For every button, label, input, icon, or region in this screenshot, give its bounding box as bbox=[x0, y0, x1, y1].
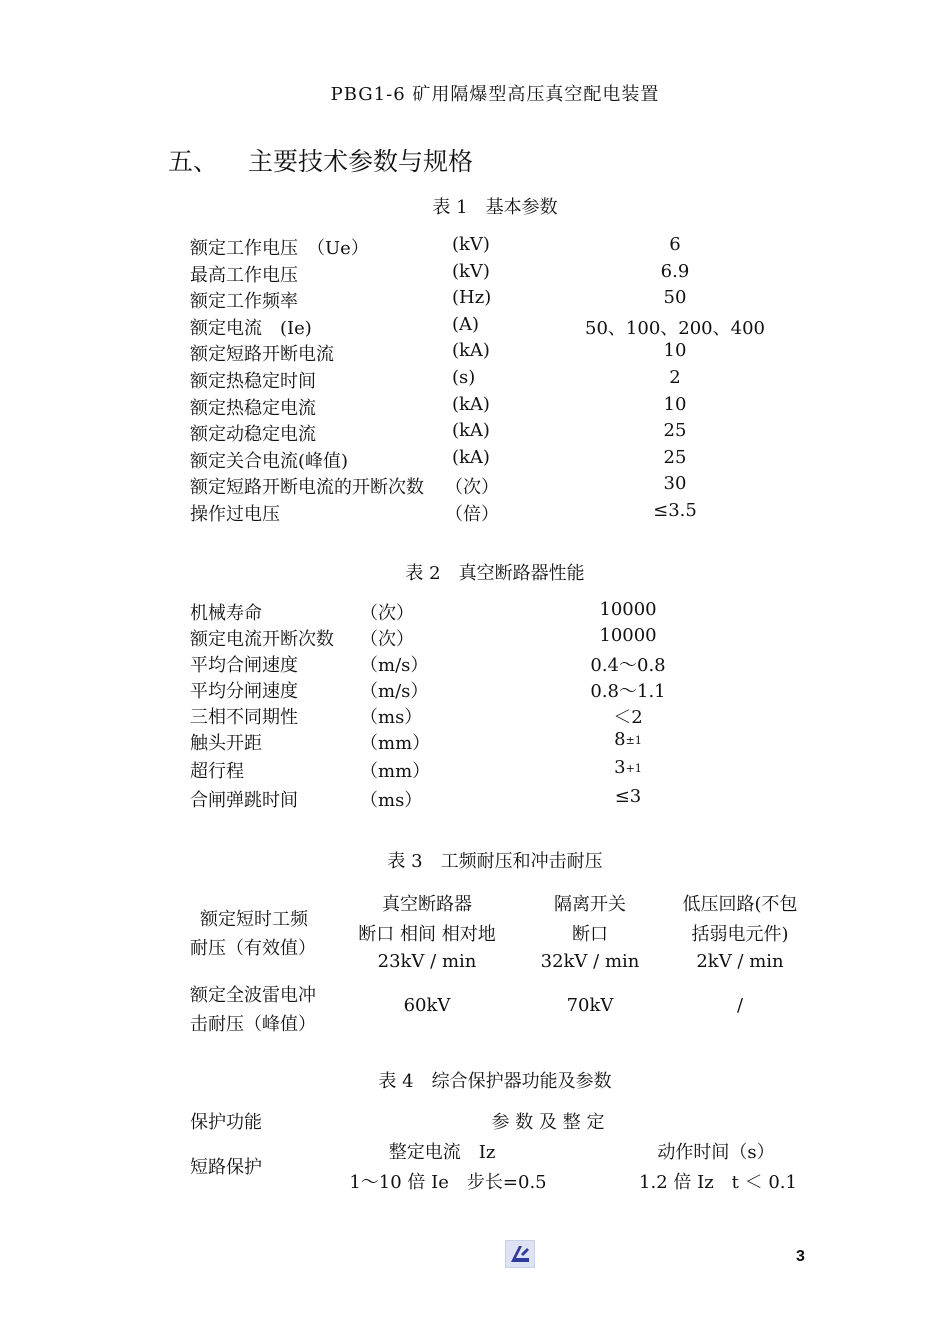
table1-row bbox=[0, 314, 950, 340]
table1-param-unit: (s) bbox=[452, 367, 476, 388]
table1-param-unit: (kA) bbox=[452, 446, 490, 468]
table1-param-name: 额定动稳定电流 bbox=[190, 424, 316, 446]
t3-col2-head-line2: 断口 bbox=[572, 924, 608, 945]
table1-param-name: 额定工作电压 （Ue） bbox=[190, 238, 369, 259]
table1-param-value: 6 bbox=[669, 234, 681, 255]
table1-row bbox=[0, 287, 950, 313]
t3-col1-head-line1: 真空断路器 bbox=[382, 894, 472, 915]
t4-row-current: 1～10 倍 Ie 步长=0.5 bbox=[349, 1172, 547, 1193]
table2-param-name: 合闸弹跳时间 bbox=[190, 790, 298, 811]
table1-param-value: 50 bbox=[663, 287, 687, 309]
t4-head-function: 保护功能 bbox=[190, 1112, 262, 1133]
table2-value-text: 10000 bbox=[599, 625, 657, 646]
table2-tolerance: ±1 bbox=[625, 734, 642, 747]
t3-row2-value-1: 60kV bbox=[403, 995, 451, 1016]
table2-param-name: 触头开距 bbox=[190, 733, 262, 754]
table1-param-value: 50、100、200、400 bbox=[585, 317, 765, 339]
table2-param-name: 额定电流开断次数 bbox=[190, 629, 334, 650]
table1-param-value: 25 bbox=[663, 446, 687, 468]
table1-row bbox=[0, 261, 950, 287]
table1-param-unit: (Hz) bbox=[452, 287, 492, 309]
table2-param-name: 平均分闸速度 bbox=[190, 681, 298, 702]
table2-param-value bbox=[614, 757, 642, 778]
table2-value-text: ≤3 bbox=[614, 786, 642, 807]
table2-row bbox=[0, 703, 950, 729]
t3-row1-value-2: 32kV / min bbox=[540, 951, 640, 972]
t3-col3-head-line1: 低压回路(不包 bbox=[682, 894, 798, 915]
table2-value-text: 10000 bbox=[599, 599, 657, 620]
table2-param-unit: （m/s） bbox=[360, 681, 429, 702]
table1-caption: 表 1 基本参数 bbox=[432, 197, 558, 218]
table1-param-value: ≤3.5 bbox=[653, 500, 697, 521]
table2-row bbox=[0, 677, 950, 703]
t4-row-time: 1.2 倍 Iz t ＜ 0.1 bbox=[639, 1172, 797, 1193]
table2-value-text: ＜2 bbox=[613, 707, 643, 728]
table1-param-unit: (kA) bbox=[452, 340, 490, 362]
t3-row2-label-line1: 额定全波雷电冲 bbox=[190, 985, 316, 1006]
t4-row-name: 短路保护 bbox=[190, 1157, 262, 1178]
document-header: PBG1-6 矿用隔爆型高压真空配电装置 bbox=[330, 84, 660, 105]
table2-tolerance: +1 bbox=[625, 762, 642, 775]
t3-row1-label-line2: 耐压（有效值） bbox=[190, 938, 316, 959]
table1-row bbox=[0, 340, 950, 366]
table1-param-name: 额定工作频率 bbox=[190, 291, 298, 313]
t3-row1-value-1: 23kV / min bbox=[377, 951, 477, 972]
t3-row2-value-2: 70kV bbox=[566, 995, 614, 1016]
table2-param-unit: （ms） bbox=[360, 707, 423, 728]
table1-param-value: 25 bbox=[663, 420, 687, 442]
table1-param-name: 操作过电压 bbox=[190, 504, 280, 525]
table2-param-name: 超行程 bbox=[190, 761, 244, 782]
t3-col1-head-line2: 断口 相间 相对地 bbox=[358, 924, 496, 945]
table1-param-value: 30 bbox=[663, 473, 687, 495]
section-title: 主要技术参数与规格 bbox=[248, 147, 474, 176]
table1-param-unit: (kA) bbox=[452, 393, 490, 415]
table2-value-text: 0.8～1.1 bbox=[590, 681, 666, 702]
table2-value-text: 3 bbox=[614, 757, 626, 778]
t4-sub-current: 整定电流 Iz bbox=[388, 1142, 496, 1163]
table1-param-unit: (A) bbox=[452, 313, 480, 335]
table2-param-unit: （mm） bbox=[360, 761, 431, 782]
table2-param-unit: （ms） bbox=[360, 790, 423, 811]
table2-param-value bbox=[614, 729, 642, 750]
table1-param-unit: (kV) bbox=[452, 260, 490, 282]
table2-param-name: 平均合闸速度 bbox=[190, 655, 298, 676]
table1-param-name: 最高工作电压 bbox=[190, 264, 298, 286]
table1-param-name: 额定关合电流(峰值) bbox=[190, 450, 349, 472]
table2-param-value bbox=[599, 599, 656, 620]
table2-param-unit: （次） bbox=[360, 603, 414, 624]
table1-row bbox=[0, 447, 950, 473]
table3-caption: 表 3 工频耐压和冲击耐压 bbox=[387, 851, 603, 872]
table2-row bbox=[0, 786, 950, 812]
table2-row bbox=[0, 625, 950, 651]
table1-param-value: 6.9 bbox=[660, 260, 690, 282]
table1-param-value: 10 bbox=[663, 393, 687, 415]
table1-row bbox=[0, 394, 950, 420]
table1-param-name: 额定短路开断电流 bbox=[190, 344, 334, 366]
table1-param-name: 额定热稳定时间 bbox=[190, 371, 316, 392]
table2-param-value bbox=[615, 786, 642, 807]
table2-param-name: 三相不同期性 bbox=[190, 707, 298, 728]
section-heading bbox=[168, 142, 473, 178]
table2-param-value bbox=[613, 703, 642, 729]
table1-row bbox=[0, 500, 950, 526]
table1-row bbox=[0, 473, 950, 499]
table1-param-unit: (kA) bbox=[452, 420, 490, 442]
table1-param-name: 额定电流 (Ie) bbox=[190, 317, 312, 339]
table1-param-unit: （次） bbox=[445, 477, 499, 499]
t3-row1-value-3: 2kV / min bbox=[696, 951, 784, 972]
table2-param-unit: （次） bbox=[360, 629, 414, 650]
table1-row bbox=[0, 420, 950, 446]
table2-param-value bbox=[590, 677, 665, 703]
t3-col2-head-line1: 隔离开关 bbox=[554, 894, 626, 915]
section-number: 五、 bbox=[168, 147, 219, 176]
table2-value-text: 0.4～0.8 bbox=[590, 655, 666, 676]
table1-row bbox=[0, 367, 950, 393]
t3-col3-head-line2: 括弱电元件) bbox=[691, 924, 789, 945]
table1-row bbox=[0, 234, 950, 260]
table1-param-unit: (kV) bbox=[452, 234, 490, 255]
table2-param-name: 机械寿命 bbox=[190, 603, 262, 624]
table2-param-value bbox=[590, 651, 665, 677]
table2-param-unit: （mm） bbox=[360, 733, 431, 754]
t4-head-params: 参 数 及 整 定 bbox=[491, 1112, 605, 1133]
table2-param-value bbox=[599, 625, 656, 646]
table2-caption: 表 2 真空断路器性能 bbox=[405, 563, 585, 584]
table2-row bbox=[0, 599, 950, 625]
table1-param-name: 额定短路开断电流的开断次数 bbox=[190, 477, 424, 499]
t4-sub-time: 动作时间（s） bbox=[657, 1142, 775, 1163]
t3-row2-value-3: / bbox=[736, 995, 744, 1016]
table1-param-name: 额定热稳定电流 bbox=[190, 397, 316, 419]
table2-row bbox=[0, 651, 950, 677]
table2-row bbox=[0, 757, 950, 783]
table2-value-text: 8 bbox=[614, 729, 626, 750]
table4-caption: 表 4 综合保护器功能及参数 bbox=[378, 1071, 612, 1092]
table2-param-unit: （m/s） bbox=[360, 655, 429, 676]
company-logo-icon bbox=[505, 1240, 535, 1268]
table2-row bbox=[0, 729, 950, 755]
table1-param-value: 10 bbox=[663, 340, 687, 362]
table1-param-unit: （倍） bbox=[445, 504, 499, 525]
page-number: 3 bbox=[796, 1248, 805, 1265]
table1-param-value: 2 bbox=[669, 367, 681, 388]
t3-row1-label-line1: 额定短时工频 bbox=[200, 909, 308, 930]
t3-row2-label-line2: 击耐压（峰值） bbox=[190, 1014, 316, 1035]
